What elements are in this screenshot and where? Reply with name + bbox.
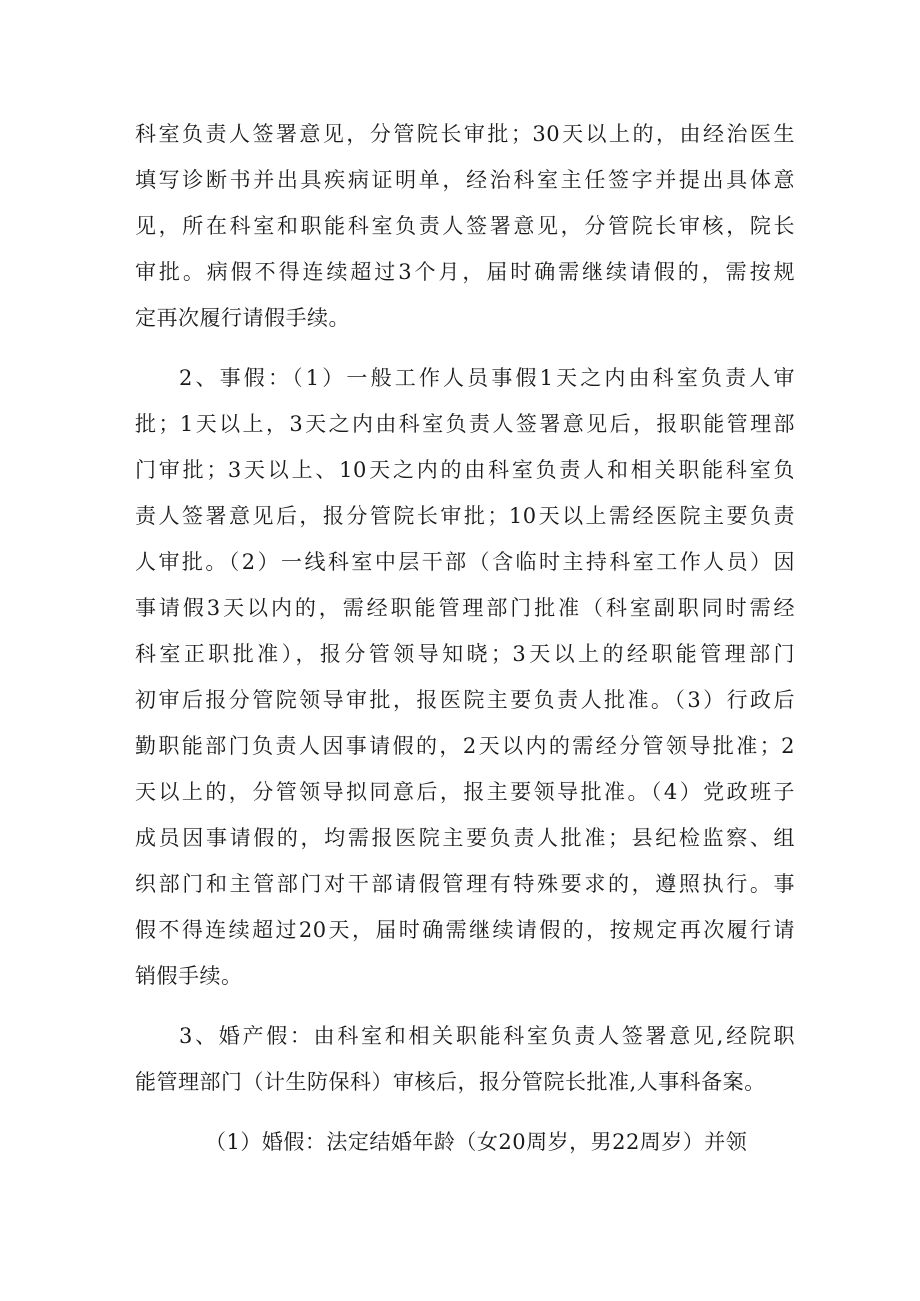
paragraph-marriage-maternity-leave — [135, 1013, 795, 1105]
text-line: 能管理部门（计生防保科）审核后，报分管院长批准,人事科备案。 — [135, 1070, 766, 1094]
text-line: 科室正职批准），报分管领导知晓；3天以上的经职能管理部门 — [135, 642, 795, 666]
paragraph-personal-leave — [135, 355, 795, 999]
text-line: 见，所在科室和职能科室负责人签署意见，分管院长审核，院长 — [135, 214, 795, 238]
text-line: 天以上的，分管领导拟同意后，报主要领导批准。（4）党政班子 — [135, 780, 795, 804]
text-line: 勤职能部门负责人因事请假的，2天以内的需经分管领导批准；2 — [135, 734, 795, 758]
text-line: 成员因事请假的，均需报医院主要负责人批准；县纪检监察、组 — [135, 826, 795, 850]
paragraph-marriage-leave — [135, 1119, 795, 1165]
text-line: 门审批；3天以上、10天之内的由科室负责人和相关职能科室负 — [135, 458, 795, 482]
text-line: 销假手续。 — [135, 964, 243, 988]
document-body — [135, 111, 795, 1165]
text-line: 假不得连续超过20天，届时确需继续请假的，按规定再次履行请 — [135, 918, 795, 942]
text-line: 定再次履行请假手续。 — [135, 306, 350, 330]
text-line: 批；1天以上，3天之内由科室负责人签署意见后，报职能管理部 — [135, 412, 795, 436]
text-line: 审批。病假不得连续超过3个月，届时确需继续请假的，需按规 — [135, 260, 795, 284]
text-line: 2、事假：（1）一般工作人员事假1天之内由科室负责人审 — [179, 366, 795, 390]
text-line: （1）婚假：法定结婚年龄（女20周岁，男22周岁）并领 — [205, 1130, 748, 1154]
text-line: 事请假3天以内的，需经职能管理部门批准（科室副职同时需经 — [135, 596, 795, 620]
text-line: 织部门和主管部门对干部请假管理有特殊要求的，遵照执行。事 — [135, 872, 795, 896]
paragraph-sick-leave-continued — [135, 111, 795, 341]
text-line: 3、婚产假：由科室和相关职能科室负责人签署意见,经院职 — [179, 1024, 795, 1048]
text-line: 填写诊断书并出具疾病证明单，经治科室主任签字并提出具体意 — [135, 168, 795, 192]
text-line: 人审批。（2）一线科室中层干部（含临时主持科室工作人员）因 — [135, 550, 795, 574]
text-line: 初审后报分管院领导审批，报医院主要负责人批准。（3）行政后 — [135, 688, 795, 712]
text-line: 责人签署意见后，报分管院长审批；10天以上需经医院主要负责 — [135, 504, 795, 528]
text-line: 科室负责人签署意见，分管院长审批；30天以上的，由经治医生 — [135, 122, 795, 146]
